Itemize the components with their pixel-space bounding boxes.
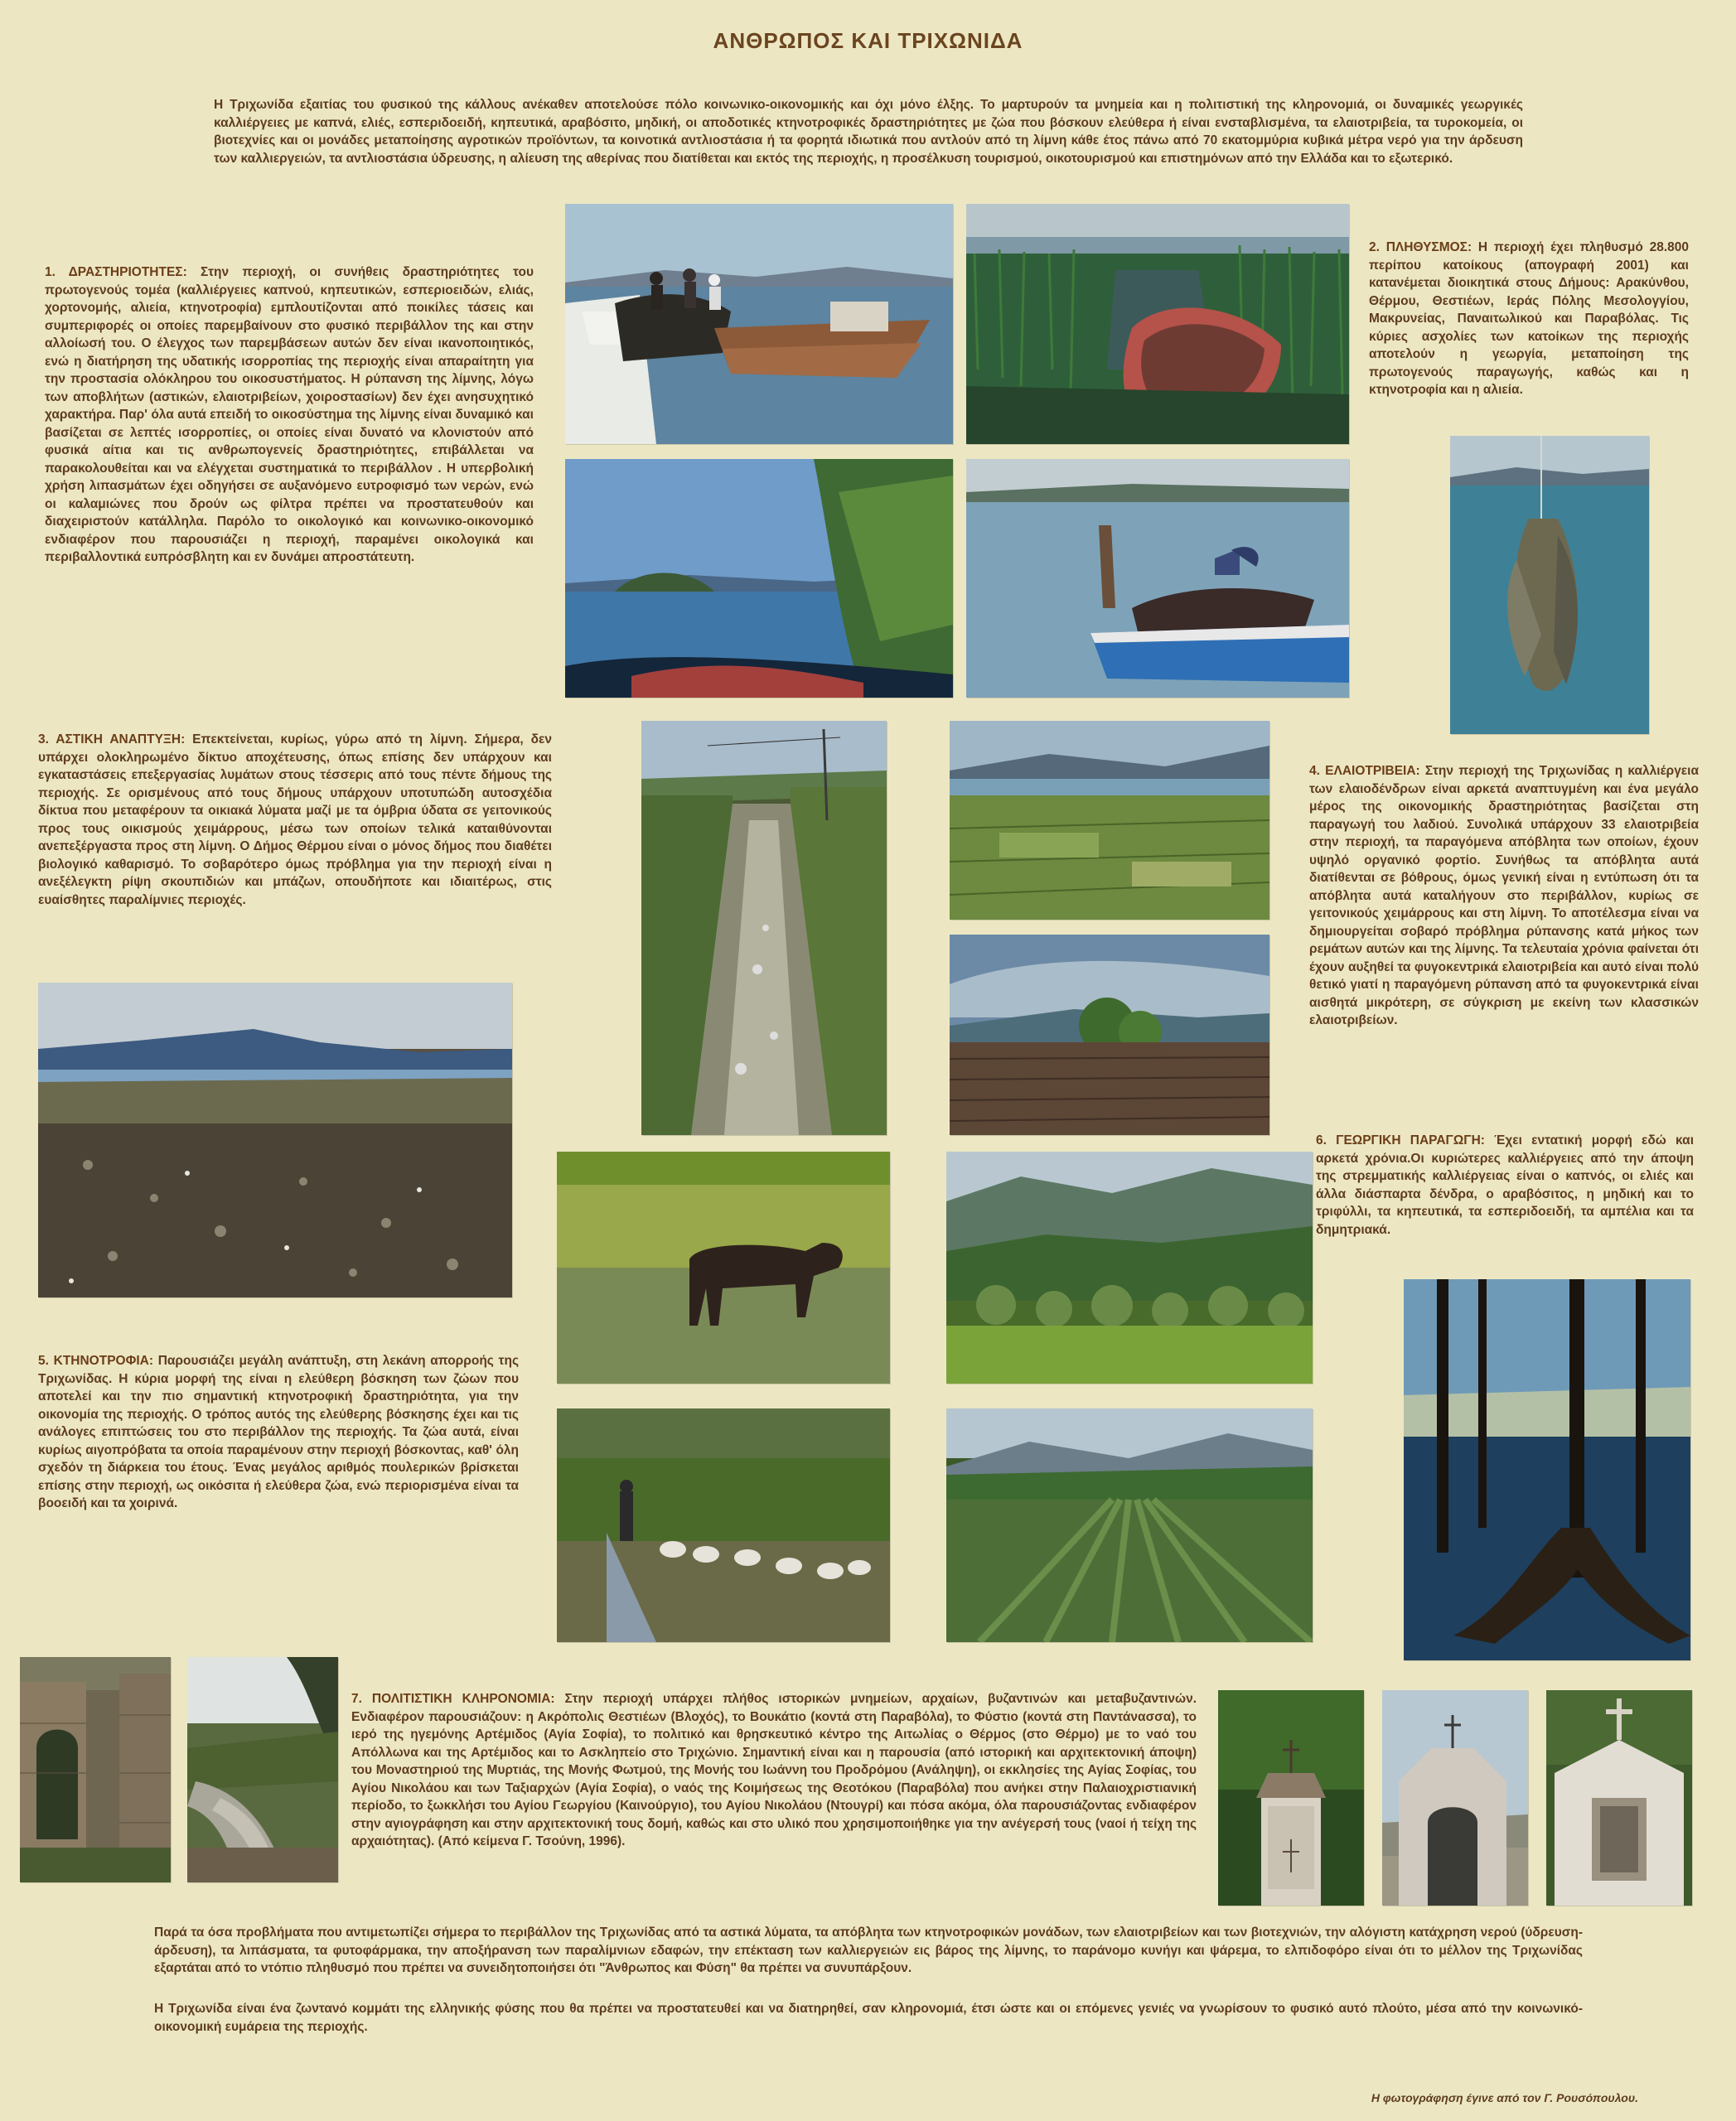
intro-paragraph: Η Τριχωνίδα εξαιτίας του φυσικού της κάλλους ανέκαθεν αποτελούσε πόλο κοινωνικο-οικονομικής και όχι μόνο έλξης. Το μαρτυρούν τα μνημεία και η πολιτιστική της κληρονομιά, οι δυναμικές γεωργικές καλλιέργειες με καπνά, ελιές, εσπεριδοειδή, κηπευτικά, αραβόσιτο, μηδική, οι αποδοτικές κτηνοτροφικές δραστηριότητες με ζώα που βόσκουν ελεύθερα ή είναι ενσταβλισμένα, τα ελαιοτριβεία, τα τυροκομεία, οι βιοτεχνίες και οι μονάδες μεταποίησης αγροτικών προϊόντων, τα κοινοτικά αντλιοστάσια ή τα φορητά ιδιωτικά που αντλούν από τη λίμνη κάθε έτος πάνω από 70 εκατομμύρια κυβικά μέτρα νερό για την άρδευση των καλλιεργειών, τα αντλιοστάσια ύδρευσης, η αλίευση της αθερίνας που διατίθεται και εκτός της περιοχής, η προσέλκυση τουρισμού, οικοτουρισμού και επιστημόνων από την Ελλάδα και το εξωτερικό. <box>214 98 1523 166</box>
section-livestock-body: Παρουσιάζει μεγάλη ανάπτυξη, στη λεκάνη απορροής της Τριχωνίδας. Η κύρια μορφή της είναι η ελεύθερη βόσκηση των ζώων που αποτελεί και την πιο σημαντική κτηνοτροφική δραστηριότητα, για την οικονομία της περιοχής. Ο τρόπος αυτός της ελεύθερης βόσκησης έχει και τις ανάλογες επιπτώσεις του στο περιβάλλον της περιοχής. Τα ζώα αυτά, είναι κυρίως αιγοπρόβατα τα οποία παραμένουν στην περιοχή βόσκοντας, καθ' όλη σχεδόν τη διάρκεια του έτους. Ένας μεγάλος αριθμός πουλερικών βρίσκεται επίσης στην περιοχή, ως οικόσιτα ή ελεύθερα ζώα, ενώ περιορισμένα είναι τα βοοειδή και τα χοιρινά. <box>38 1354 520 1510</box>
photo-sheep-shepherd <box>557 1408 890 1642</box>
section-olive-mills-body: Στην περιοχή της Τριχωνίδας η καλλιέργεια των ελαιοδένδρων είναι αρκετά αναπτυγμένη και ένα μεγάλο μέρος της οικονομικής δραστηριότητας βασίζεται στη παραγωγή του λαδιού. Συνολικά υπάρχουν 33 ελαιοτριβεία στην περιοχή, τα παραγόμενα απόβλητα των οποίων, έχουν υψηλό οργανικό φορτίο. Συνήθως τα απόβλητα αυτά διατίθενται σε βόθρους, όμως γενική είναι η εντύπωση ότι τα απόβλητα αυτά καταλήγουν στο περιβάλλον, κυρίως σε γειτονικούς χειμάρρους και στη λίμνη. Το αποτέλεσμα είναι να δημιουργείται σοβαρό πρόβλημα ρύπανσης κατά μήκος των ρεμάτων αυτών και της λίμνης. Τα τελευταία χρόνια φαίνεται ότι έχουν αυξηθεί τα φυγοκεντρικά ελαιοτριβεία και αυτό είναι πολύ θετικό γιατί η παραγόμενη ρύπανση από τα φυγοκεντρικά είναι αισθητά μικρότερη, σε σύγκριση με εκείνη των κλασσικών ελαιοτριβείων. <box>1309 764 1700 1027</box>
photo-polluted-stream <box>641 721 887 1135</box>
section-population-body: Η περιοχή έχει πληθυσμό 28.800 περίπου κατοίκους (απογραφή 2001) και κατανέμεται διοικητικά στους Δήμους: Αρακύνθου, Θέρμου, Θεστιέων, Ιεράς Πόλης Μεσολογγίου, Μακρυνείας, Παναιτωλικού και Παραβόλας. Τις κύριες ασχολίες των κατοίκων της περιοχής αποτελούν η γεωργία, μεταποίηση της πρωτογενούς παραγωγής, καθώς και η κτηνοτροφία και η αλιεία. <box>1369 240 1690 397</box>
photo-shrine-tower <box>1218 1690 1364 1906</box>
photo-cow <box>557 1152 890 1384</box>
section-activities <box>45 263 534 567</box>
photo-ploughed-field <box>950 935 1269 1135</box>
photo-credit: Η φωτογράφηση έγινε από τον Γ. Ρουσόπουλου. <box>1371 2091 1638 2104</box>
photo-church-gate <box>1382 1690 1528 1906</box>
photo-olive-groves <box>950 721 1269 920</box>
section-agriculture-heading: 6. ΓΕΩΡΓΙΚΗ ΠΑΡΑΓΩΓΗ: <box>1316 1133 1485 1147</box>
section-olive-mills <box>1309 762 1699 1030</box>
section-urban <box>38 731 552 909</box>
photo-olive-trees-mountains <box>946 1152 1313 1384</box>
photo-blue-boat-nets <box>966 459 1349 698</box>
photo-tree-roots-water <box>1404 1279 1690 1660</box>
photo-stone-ruins <box>20 1657 171 1882</box>
section-activities-body: Στην περιοχή, οι συνήθεις δραστηριότητες του πρωτογενούς τομέα (καλλιέργειες καπνού, κηπευτικών, εσπεριοειδών, ελιάς, χορτονομής, αλιεία, κτηνοτροφία) εμπλουτίζονται από ποικίλες τάσεις και συμπεριφορές οι οποίες παρεμβαίνουν στο φυσικό περιβάλλον της και στην αλλοίωσή του. Ο έλεγχος των παρεμβάσεων αυτών δεν είναι ικανοποιητικός, ενώ η διατήρηση της υδατικής ισορροπίας της περιοχής είναι απαραίτητη για την προστασία ολόκληρου του οικοσυστήματος. Η ρύπανση της λίμνης, λόγω των αποβλήτων (αστικών, ελαιοτριβείων, χοιροστασίων) δεν έχει ανησυχητικό χαρακτήρα. Παρ' όλα αυτά επειδή το οικοσύστημα της λίμνης είναι δυναμικό και βασίζεται σε λεπτές ισορροπίες, οι οποίες είναι δυνατό να κλονιστούν από φυσικά αίτια και τις ανθρωπογενείς δραστηριότητες, επιβάλλεται να παρακολουθείται και να ελέγχεται συστηματικά το περιβάλλον . Η υπερβολική χρήση λιπασμάτων έχει οδηγήσει σε αυξανόμενο ευτροφισμό των νερών, ενώ οι καλαμιώνες που δρούν ως φίλτρα πρέπει να προστατευθούν και διαχειριστούν κατάλληλα. Παρόλο το οικολογικό και κοινωνικο-οικονομικό ενδιαφέρον που παρουσιάζει η περιοχή, παραμένει οικολογικά και περιβαλλοντικά ευπρόσβλητη και εν δυνάμει απροστάτευτη. <box>45 265 534 564</box>
photo-church-icon <box>1546 1690 1692 1906</box>
section-agriculture-body: Έχει εντατική μορφή εδώ και αρκετά χρόνια.Οι κυριώτερες καλλιέργειες από την άποψη της στρεμματικής καλλιέργειας είναι ο καπνός, οι ελιές και άλλα διάσπαρτα δένδρα, ο αραβόσιτος, η μηδική και το τριφύλλι, τα κηπευτικά, τα εσπεριδοειδή, τα αμπέλια και τα δημητριακά. <box>1316 1133 1695 1237</box>
photo-ancient-column <box>187 1657 338 1882</box>
section-population <box>1369 239 1689 399</box>
page-title: ΑΝΘΡΩΠΟΣ ΚΑΙ ΤΡΙΧΩΝΙΔΑ <box>713 28 1023 53</box>
photo-hanging-fish <box>1450 436 1649 734</box>
photo-red-boat-reeds <box>966 204 1349 444</box>
section-urban-heading: 3. ΑΣΤΙΚΗ ΑΝΑΠΤΥΞΗ: <box>38 732 186 746</box>
section-heritage <box>351 1690 1197 1851</box>
closing-paragraph-2: Η Τριχωνίδα είναι ένα ζωντανό κομμάτι της ελληνικής φύσης που θα πρέπει να προστατευθεί και να διατηρηθεί, σαν κληρονομιά, έτσι ώστε και οι επόμενες γενιές να γνωρίσουν το φυσικό αυτό πλούτο, μέσα από την κοινωνικό-οικονομική ευμάρεια της περιοχής. <box>154 2002 1583 2034</box>
section-olive-mills-heading: 4. ΕΛΑΙΟΤΡΙΒΕΙΑ: <box>1309 764 1420 778</box>
photo-littered-shore <box>38 983 512 1297</box>
closing-paragraph-1: Παρά τα όσα προβλήματα που αντιμετωπίζει σήμερα το περιβάλλον της Τριχωνίδας από τα αστικά λύματα, τα απόβλητα των κτηνοτροφικών μονάδων, των ελαιοτριβείων και των βιοτεχνιών, την αλόγιστη κατάχρηση νερού (ύδρευση-άρδευση), τα λιπάσματα, τα φυτοφάρμακα, την αποξήρανση των παραλίμνιων εδαφών, την επέκταση των καλλιεργειών εις βάρος της λίμνης, το παράνομο κυνήγι και ψάρεμα, το ελπιδοφόρο είναι ότι το μέλλον της Τριχωνίδας εξαρτάται από το ντόπιο πληθυσμό που πρέπει να συνειδητοποιήσει ότι "Άνθρωπος και Φύση" θα πρέπει να συνυπάρξουν. <box>154 1925 1583 1975</box>
section-heritage-heading: 7. ΠΟΛΙΤΙΣΤΙΚΗ ΚΛΗΡΟΝΟΜΙΑ: <box>351 1692 555 1706</box>
section-livestock-heading: 5. ΚΤΗΝΟΤΡΟΦΙΑ: <box>38 1354 153 1368</box>
section-heritage-body: Στην περιοχή υπάρχει πλήθος ιστορικών μνημείων, αρχαίων, βυζαντινών και μεταβυζαντινών. Ενδιαφέρον παρουσιάζουν: η Ακρόπολις Θεστιέων (Βλοχός), το Βουκάτιο (κοντά στη Παραβόλα), το Φύστιο (κοντά στη Παντάνασσα), το ιερό της ηγεμόνης Αρτέμιδος (Αγία Σοφία), το πολιτικό και θρησκευτικό κέντρο της Αιτωλίας ο Θέρμος (στο Θέρμο) με το ναό του Απόλλωνα και της Αρτέμιδος και το Ασκληπείο στο Τριχώνιο. Σημαντική είναι και η παρουσία (από ιστορική και αρχιτεκτονική άποψη) του Μοναστηριού της Μυρτιάς, της Μονής Φωτμού, της Μονής του Ιωάννη του Προδρόμου (Ανάληψη), οι εκκλησίες της Αγίας Σοφίας, του Αγίου Νικολάου και των Ταξιαρχών (Αγία Σοφία), ο ναός της Κοιμήσεως της Θεοτόκου (Παραβόλα) που ανήκει στην Παλαιοχριστιανική περίοδο, το ξωκκλήσι του Αγίου Γεωργίου (Καινούργιο), του Αγίου Νικολάου (Ντουγρί) και πόσα ακόμα, όλα παρουσιάζοντας ενδιαφέρον στην αγιογράφηση και στην αρχιτεκτονική τους δομή, καθώς και στο υλικό που χρησιμοποιήθηκε για την ανέγερσή τους (ναοί ή τείχη της αρχαιότητας). (Από κείμενα Γ. Τσούνη, 1996). <box>351 1692 1197 1848</box>
section-population-heading: 2. ΠΛΗΘΥΣΜΟΣ: <box>1369 240 1472 254</box>
photo-fishermen-dock <box>565 204 953 444</box>
section-activities-heading: 1. ΔΡΑΣΤΗΡΙΟΤΗΤΕΣ: <box>45 265 187 279</box>
section-livestock <box>38 1352 519 1513</box>
photo-crop-rows <box>946 1408 1313 1642</box>
section-agriculture <box>1316 1132 1694 1239</box>
photo-lake-fisheye <box>565 459 953 698</box>
section-urban-body: Επεκτείνεται, κυρίως, γύρω από τη λίμνη. Σήμερα, δεν υπάρχει ολοκληρωμένο δίκτυο αποχέτευσης, όπως επίσης δεν υπάρχουν και εγκαταστάσεις επεξεργασίας λυμάτων στους τέσσερις από τους πέντε δήμους της περιοχής. Σε ορισμένους από τους δήμους υπάρχουν υποτυπώδη αυτοσχέδια δίκτυα που μεταφέρουν τα οικιακά λύματα μαζί με τα όμβρια ύδατα σε γειτονικούς προς τους οικισμούς χειμάρρους, μέσω των οποίων τελικά καταιθύνονται ανεπεξέργαστα προς στη λίμνη. Ο Δήμος Θέρμου είναι ο μόνος δήμος που διαθέτει βιολογικό καθαρισμό. Το σοβαρότερο όμως πρόβλημα για την περιοχή είναι η ανεξέλεγκτη ρίψη σκουπιδιών και μπάζων, οπουδήποτε και ιδιαιτέρως, στις ευαίσθητες παραλίμνιες περιοχές. <box>38 732 552 907</box>
